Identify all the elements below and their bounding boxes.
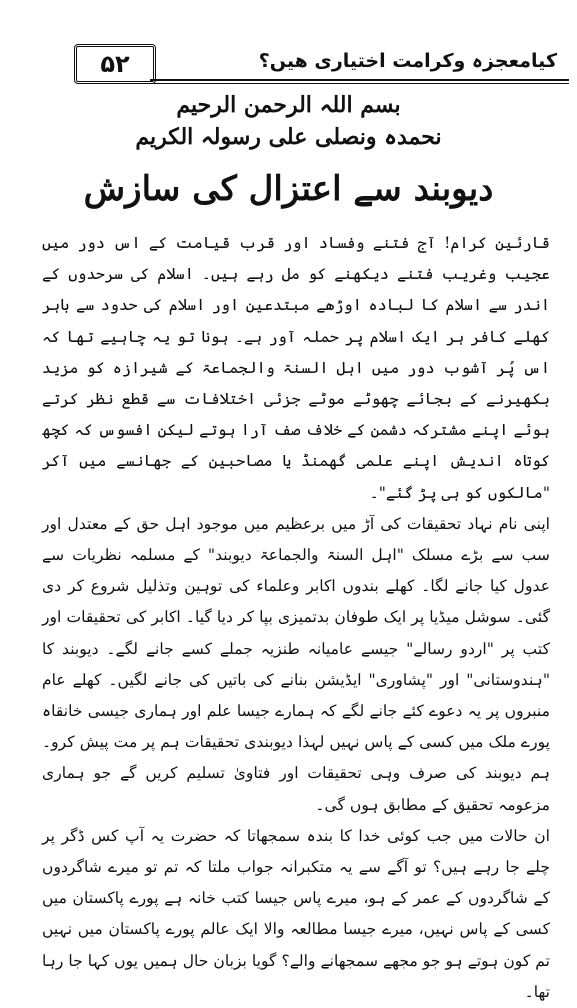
body-text [42,228,550,1008]
salutation: نحمدہ ونصلی علی رسولہ الکریم [135,124,442,150]
page-number: ۵۲ [74,44,156,84]
chapter-title: دیوبند سے اعتزال کی سازش [83,169,494,209]
header-rule-thin [150,83,569,84]
paragraph: اپنی نام نہاد تحقیقات کی آڑ میں برعظیم میں موجود اہل حق کے معتدل اور سب سے بڑے مسلک "اہل السنۃ والجماعۃ دیوبند" کے مسلمہ نظریات سے عدول کیا جانے لگا۔ کھلے بندوں اکابر وعلماء کی توہین وتذلیل شروع کر دی گئی۔ سوشل میڈیا پر ایک طوفان بدتمیزی بپا کر دیا گیا۔ اکابر کی تحقیقات اور کتب پر "اردو رسالے" جیسے عامیانہ طنزیہ جملے کسے جانے لگے۔ دیوبند کا "ہندوستانی" اور "پشاوری" ایڈیشن بنانے کی باتیں کی جانے لگیں۔ کھلے عام منبروں پر یہ دعوے کئے جانے لگے کہ ہمارے جیسا علم اور ہماری جیسی خانقاہ پورے ملک میں کسی کے پاس نہیں لہذا دیوبندی تحقیقات ہم پر مت پیش کرو۔ ہم دیوبند کی صرف وہی تحقیقات اور فتاویٰ تسلیم کریں گے جو ہماری مزعومہ تحقیق کے مطابق ہوں گی۔ [42,514,550,814]
page-header [0,0,577,86]
paragraph: قارئین کرام! آج فتنے وفساد اور قرب قیامت کے اس دور میں عجیب وغریب فتنے دیکھنے کو مل رہے ہیں۔ اسلام کی سرحدوں کے اندر سے اسلام کا لبادہ اوڑھے مبتدعین اور اسلام کی حدود سے باہر کھلے کافر ہر ایک اسلام پر حملہ آور ہے۔ ہونا تو یہ چاہیے تھا کہ اس پُر آشوب دور میں اہل السنۃ والجماعۃ کے شیرازہ کو مزید بکھیرنے کے بجائے چھوٹے موٹے جزئی اختلافات سے قطع نظر کرتے ہوئے اپنے مشترکہ دشمن کے خلاف صف آرا ہوتے لیکن افسوس کہ کچھ کوتاہ اندیش اپنے علمی گھمنڈ یا مصاحبین کے جھانسے میں آکر "مالکوں کو ہی پڑ گئے"۔ [42,234,550,502]
paragraph: ان حالات میں جب کوئی خدا کا بندہ سمجھاتا کہ حضرت یہ آپ کس ڈگر پر چلے جا رہے ہیں؟ تو آگے سے یہ متکبرانہ جواب ملتا کہ تم تو میرے شاگردوں کے شاگردوں کے عمر کے ہو، میرے پاس جیسا کتب خانہ ہے پورے پاکستان میں کسی کے پاس نہیں، میرے جیسا مطالعہ والا ایک عالم پورے پاکستان میں نہیں تم کون ہوتے ہو جو مجھے سمجھانے والے؟ گویا بزبان حال ہمیں یوں کہا جا رہا تھا۔ [42,826,550,1001]
basmala: بسم اللہ الرحمن الرحیم [176,92,401,118]
running-title: کیامعجزہ وکرامت اختیاری ھیں؟ [258,50,557,72]
header-rule [150,79,569,81]
